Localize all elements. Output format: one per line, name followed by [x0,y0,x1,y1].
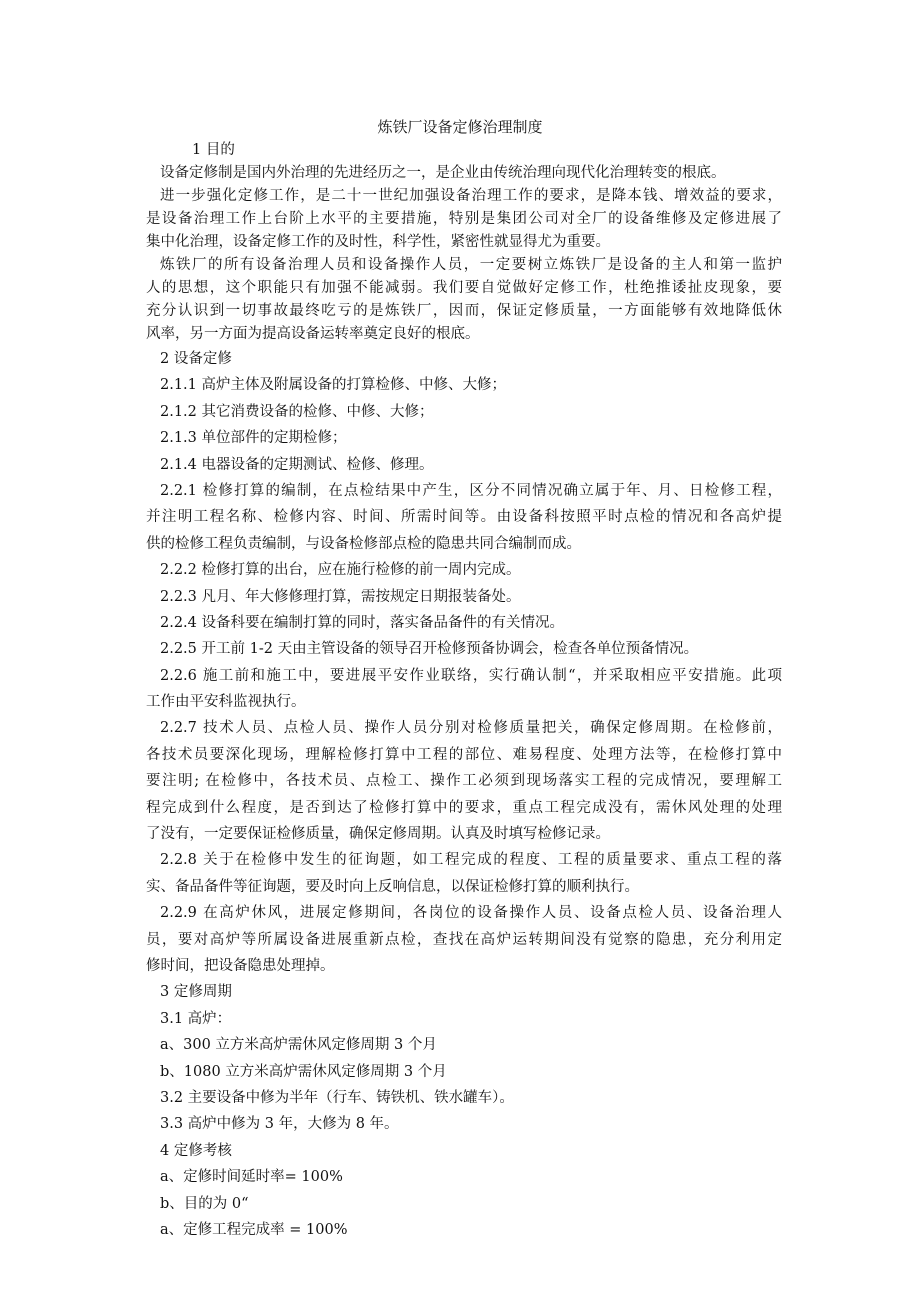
text-line: 3.3 高炉中修为 3 年，大修为 8 年。 [160,1116,399,1133]
text-line: 工作由平安科监视执行。 [146,694,306,711]
text-line: 员，要对高炉等所属设备进展重新点检，查找在高炉运转期间没有觉察的隐患，充分利用定 [146,931,782,948]
document-body [146,139,782,1243]
text-line: 2.1.3 单位部件的定期检修； [160,430,347,447]
text-line: 各技术员要深化现场，理解检修打算中工程的部位、难易程度、处理方法等，在检修打算中 [146,746,782,763]
text-line: 3.1 高炉： [160,1010,232,1027]
text-line: 2.1.1 高炉主体及附属设备的打算检修、中修、大修； [160,377,507,394]
text-line: b、目的为 0“ [160,1195,249,1212]
text-line: a、300 立方米高炉需休风定修周期 3 个月 [160,1037,437,1054]
text-line: 2.1.4 电器设备的定期测试、检修、修理。 [160,456,434,473]
text-line: a、定修工程完成率 = 100% [160,1221,348,1238]
text-line: 进一步强化定修工作，是二十一世纪加强设备治理工作的要求，是降本钱、增效益的要求， [160,188,782,204]
text-line: 2.2.5 开工前 1-2 天由主管设备的领导召开检修预备协调会，检查各单位预备情况。 [160,641,699,658]
document-title: 炼铁厂设备定修治理制度 [377,118,543,136]
text-line: 2.2.3 凡月、年大修修理打算，需按规定日期报装备处。 [160,588,521,605]
text-line: 程完成到什么程度，是否到达了检修打算中的要求，重点工程完成没有，需休风处理的处理 [146,799,782,816]
text-line: 人的思想，这个职能只有加强不能减弱。我们要自觉做好定修工作，杜绝推诿扯皮现象，要 [146,280,782,296]
text-line: 1 目的 [192,142,235,158]
text-line: b、1080 立方米高炉需休风定修周期 3 个月 [160,1063,447,1080]
text-line: 是设备治理工作上台阶上水平的主要措施，特别是集团公司对全厂的设备维修及定修进展了 [146,211,782,227]
text-line: 风率，另一方面为提高设备运转率奠定良好的根底。 [146,326,480,342]
text-line: 2.2.1 检修打算的编制，在点检结果中产生，区分不同情况确立属于年、月、日检修工程， [160,482,782,499]
text-line: 2.1.2 其它消费设备的检修、中修、大修； [160,403,434,420]
text-line: 炼铁厂的所有设备治理人员和设备操作人员，一定要树立炼铁厂是设备的主人和第一监护 [160,257,782,273]
text-line: 了没有，一定要保证检修质量，确保定修周期。认真及时填写检修记录。 [146,826,610,843]
text-line: a、定修时间延时率= 100% [160,1169,343,1186]
text-line: 要注明; 在检修中，各技术员、点检工、操作工必须到现场落实工程的完成情况，要理解工 [146,773,782,790]
text-line: 3 定修周期 [160,984,232,1001]
text-line: 2.2.6 施工前和施工中，要进展平安作业联络，实行确认制“，并采取相应平安措施。此项 [160,667,782,684]
text-line: 2.2.4 设备科要在编制打算的同时，落实备品备件的有关情况。 [160,614,565,631]
text-line: 修时间，把设备隐患处理掉。 [146,957,335,974]
text-line: 2.2.2 检修打算的出台，应在施行检修的前一周内完成。 [160,562,521,579]
text-line: 2.2.7 技术人员、点检人员、操作人员分别对检修质量把关，确保定修周期。在检修前， [160,720,782,737]
text-line: 集中化治理，设备定修工作的及时性，科学性，紧密性就显得尤为重要。 [146,234,610,250]
text-line: 2.2.9 在高炉休风，进展定修期间，各岗位的设备操作人员、设备点检人员、设备治理人 [160,905,782,922]
text-line: 4 定修考核 [160,1142,232,1159]
text-line: 2.2.8 关于在检修中发生的征询题，如工程完成的程度、工程的质量要求、重点工程的落 [160,852,782,869]
text-line: 并注明工程名称、检修内容、时间、所需时间等。由设备科按照平时点检的情况和各高炉提 [146,509,782,526]
text-line: 3.2 主要设备中修为半年（行车、铸铁机、铁水罐车）。 [160,1089,514,1106]
text-line: 充分认识到一切事故最终吃亏的是炼铁厂，因而，保证定修质量，一方面能够有效地降低休 [146,303,782,319]
text-line: 设备定修制是国内外治理的先进经历之一，是企业由传统治理向现代化治理转变的根底。 [160,165,726,181]
text-line: 2 设备定修 [160,351,232,367]
text-line: 实、备品备件等征询题，要及时向上反响信息，以保证检修打算的顺利执行。 [146,878,639,895]
text-line: 供的检修工程负责编制，与设备检修部点检的隐患共同合编制而成。 [146,535,581,552]
